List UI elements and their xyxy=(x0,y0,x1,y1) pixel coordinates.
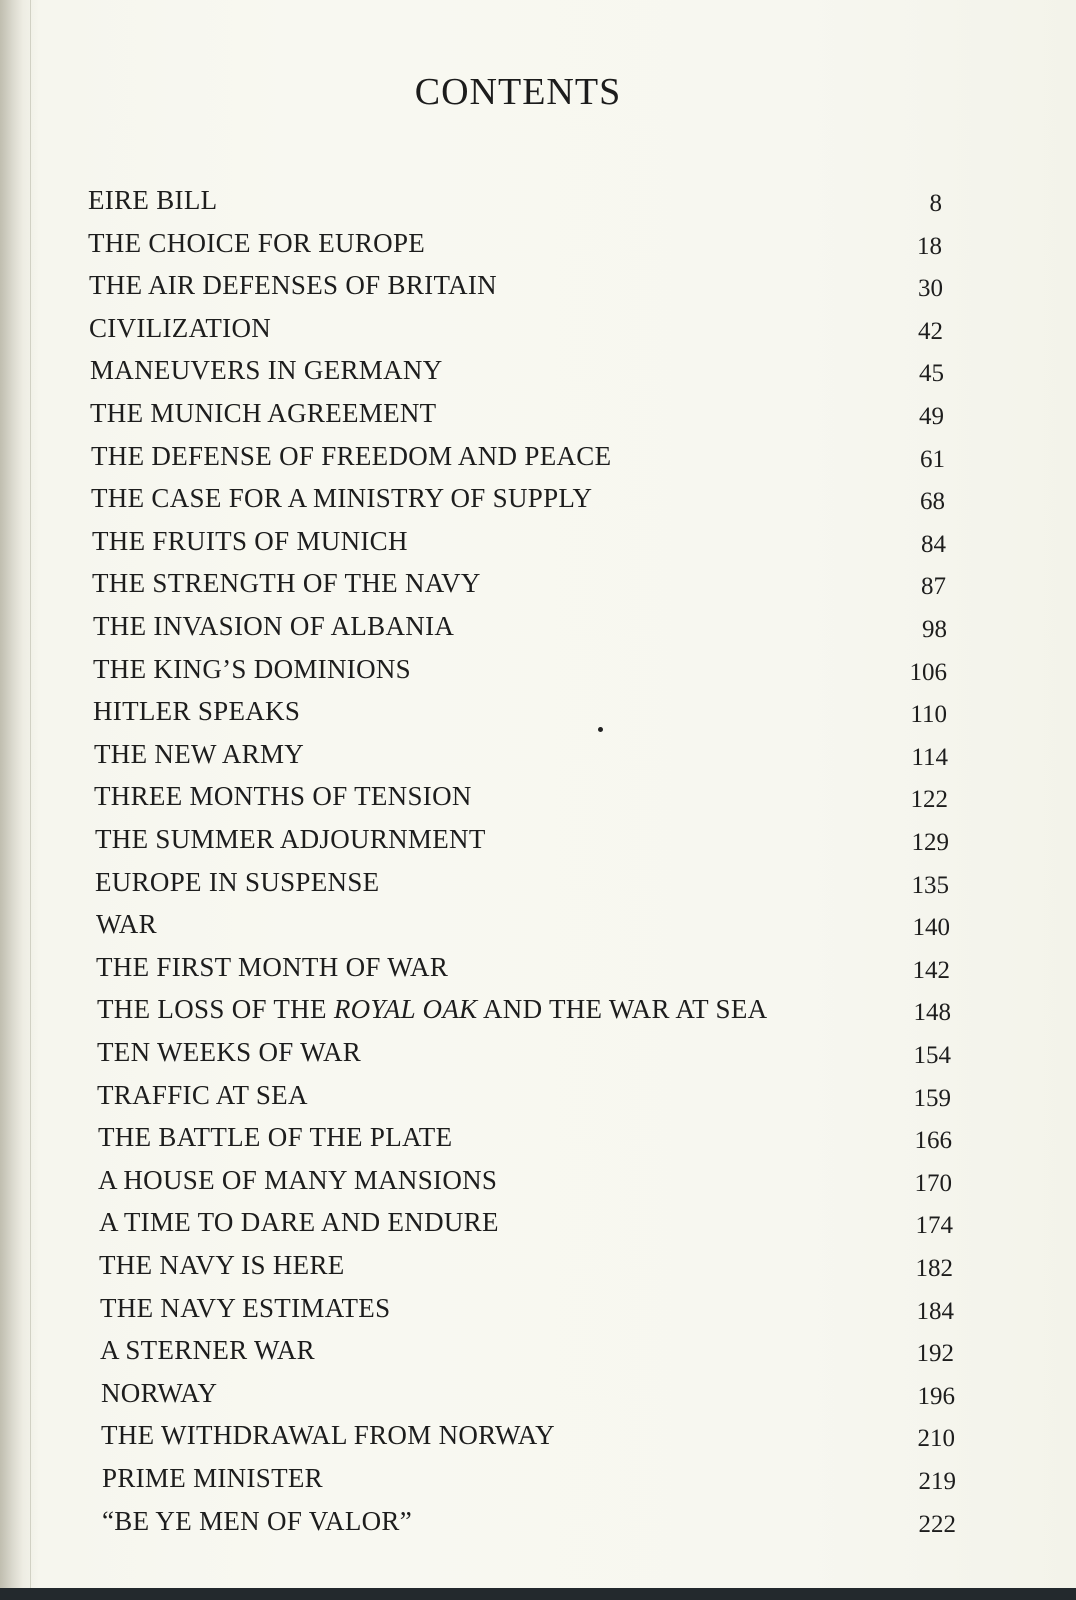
toc-entry-page: 135 xyxy=(911,872,949,899)
toc-entry-page: 122 xyxy=(910,786,948,813)
table-surface-edge xyxy=(0,1588,1076,1600)
toc-entry-title: THE NAVY IS HERE xyxy=(99,1250,345,1280)
toc-entry-page: 196 xyxy=(917,1383,955,1410)
toc-entry-title-part: THE LOSS OF THE xyxy=(97,994,334,1024)
toc-entry-page: 159 xyxy=(913,1085,951,1112)
toc-entry-title: THE DEFENSE OF FREEDOM AND PEACE xyxy=(91,441,612,471)
toc-entry-page: 49 xyxy=(919,403,944,430)
toc-entry-title: THE KING’S DOMINIONS xyxy=(93,654,411,684)
toc-entry-page: 129 xyxy=(911,829,949,856)
toc-entry-page: 68 xyxy=(920,488,945,515)
toc-entry-title: A STERNER WAR xyxy=(100,1335,315,1365)
contents-heading: CONTENTS xyxy=(414,71,622,113)
toc-entry-page: 61 xyxy=(920,446,945,473)
toc-entry-page: 140 xyxy=(912,914,950,941)
ink-speck xyxy=(598,727,603,732)
toc-entry-title: NORWAY xyxy=(101,1378,218,1408)
toc-entry-title: THREE MONTHS OF TENSION xyxy=(94,781,472,811)
toc-entry-title: TRAFFIC AT SEA xyxy=(97,1080,308,1110)
toc-entry-title-italic: ROYAL OAK xyxy=(333,994,478,1024)
toc-entry-page: 148 xyxy=(913,999,951,1026)
toc-entry-title: THE FIRST MONTH OF WAR xyxy=(96,952,449,982)
toc-entry-title: A HOUSE OF MANY MANSIONS xyxy=(98,1165,498,1195)
toc-entry-title: THE FRUITS OF MUNICH xyxy=(92,526,408,556)
toc-entry-title: MANEUVERS IN GERMANY xyxy=(90,355,443,385)
toc-entry-page: 170 xyxy=(914,1170,952,1197)
toc-entry-page: 219 xyxy=(918,1468,956,1495)
toc-entry-title: WAR xyxy=(96,909,157,939)
toc-entry-title: A TIME TO DARE AND ENDURE xyxy=(99,1207,499,1237)
toc-entry-page: 42 xyxy=(918,318,943,345)
toc-entry-title xyxy=(97,993,767,1025)
toc-entry-title: EUROPE IN SUSPENSE xyxy=(95,867,380,897)
toc-entry-page: 182 xyxy=(915,1255,953,1282)
toc-entry-title: CIVILIZATION xyxy=(89,313,272,343)
toc-entry-page: 98 xyxy=(922,616,947,643)
toc-entry-page: 110 xyxy=(910,701,947,728)
toc-entry-title: TEN WEEKS OF WAR xyxy=(97,1037,362,1067)
toc-entry-page: 166 xyxy=(914,1127,952,1154)
toc-entry-page: 18 xyxy=(917,233,942,260)
toc-entry-title: THE AIR DEFENSES OF BRITAIN xyxy=(89,270,497,300)
toc-entry-title: THE SUMMER ADJOURNMENT xyxy=(95,824,486,854)
toc-entry-page: 106 xyxy=(909,659,947,686)
toc-entry-page: 184 xyxy=(916,1298,954,1325)
toc-entry-title: THE WITHDRAWAL FROM NORWAY xyxy=(101,1420,555,1450)
toc-entry-title: THE MUNICH AGREEMENT xyxy=(90,398,437,428)
toc-entry-title: THE NAVY ESTIMATES xyxy=(100,1293,391,1323)
toc-entry-title: “BE YE MEN OF VALOR” xyxy=(102,1506,413,1536)
toc-entry-page: 114 xyxy=(911,744,948,771)
toc-entry-title-part: AND THE WAR AT SEA xyxy=(477,994,768,1024)
toc-entry-page: 142 xyxy=(912,957,950,984)
toc-entry-page: 45 xyxy=(919,360,944,387)
toc-entry-title: THE STRENGTH OF THE NAVY xyxy=(92,568,481,598)
toc-entry-title: THE CASE FOR A MINISTRY OF SUPPLY xyxy=(91,483,593,513)
toc-entry-page: 87 xyxy=(921,573,946,600)
toc-entry-page: 84 xyxy=(921,531,946,558)
toc-entry-title: THE INVASION OF ALBANIA xyxy=(93,611,455,641)
toc-entry-title: EIRE BILL xyxy=(88,185,218,215)
toc-entry-page: 8 xyxy=(929,190,942,217)
toc-entry-title: THE CHOICE FOR EUROPE xyxy=(88,228,426,258)
toc-entry-title: HITLER SPEAKS xyxy=(93,696,301,726)
toc-entry-title: PRIME MINISTER xyxy=(102,1463,323,1493)
toc-entry-page: 154 xyxy=(913,1042,951,1069)
toc-entry-page: 174 xyxy=(915,1212,953,1239)
toc-entry-title: THE BATTLE OF THE PLATE xyxy=(98,1122,453,1152)
toc-entry-title: THE NEW ARMY xyxy=(94,739,305,769)
toc-entry-page: 30 xyxy=(918,275,943,302)
toc-entry-page: 192 xyxy=(916,1340,954,1367)
toc-entry-page: 222 xyxy=(918,1511,956,1538)
toc-entry-page: 210 xyxy=(917,1425,955,1452)
